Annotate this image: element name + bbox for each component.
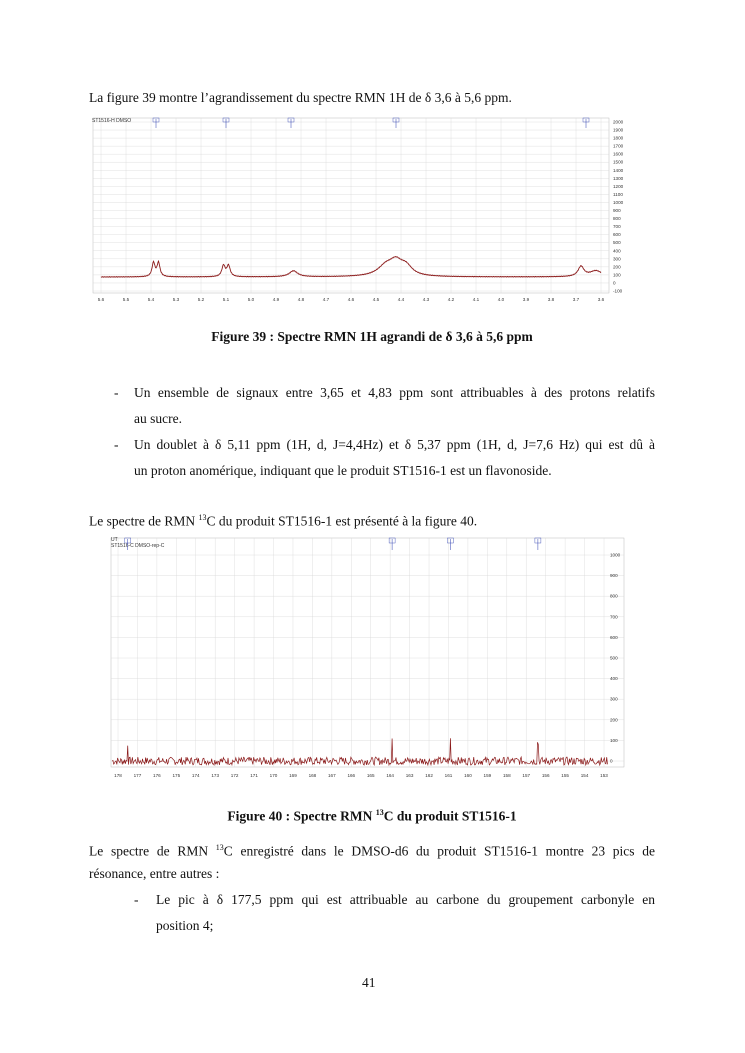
x-tick-label: 5.4 [147,297,155,302]
x-tick-label: 173 [211,773,220,778]
x-tick-label: 161 [444,773,453,778]
x-tick-label: 4.8 [297,297,305,302]
x-tick-label: 164 [386,773,394,778]
y-tick-label: 1900 [613,127,624,133]
x-tick-label: 5.1 [222,297,230,302]
y-tick-label: 0 [610,758,613,764]
y-tick-label: 600 [610,634,618,640]
x-tick-label: 3.6 [597,297,605,302]
y-tick-label: 1000 [610,552,621,558]
x-tick-label: 5.0 [247,297,255,302]
figure-39-svg [89,115,629,305]
c13-intro-text: Le spectre de RMN [89,513,199,529]
y-tick-label: 1200 [613,183,624,189]
figure-39-spectrum [89,115,629,305]
x-tick-label: 171 [250,773,258,778]
x-tick-label: 154 [580,773,589,778]
x-tick-label: 5.5 [122,297,130,302]
x-tick-label: 157 [522,773,531,778]
para2-text: C enregistré dans le DMSO-d6 du produit ST1516-1 montre 23 pics de [223,843,655,859]
bullet-3-line-2: position 4; [156,918,214,933]
figure-40-svg [109,535,629,780]
plot-frame [111,538,624,767]
x-tick-label: 4.0 [497,297,505,302]
x-tick-label: 160 [464,773,472,778]
superscript: 13 [198,513,207,522]
x-tick-label: 155 [561,773,569,778]
y-tick-label: 600 [613,232,621,238]
paragraph-2-line-2: résonance, entre autres : [89,866,220,881]
x-tick-label: 168 [308,773,317,778]
y-tick-label: 1100 [613,191,623,197]
x-tick-label: 162 [425,773,433,778]
y-tick-label: 1600 [613,151,624,157]
page-number: 41 [362,975,376,990]
bullet-3-line-1: Le pic à δ 177,5 ppm qui est attribuable au carbone du groupement carbonyle en [156,892,655,907]
y-tick-label: 1800 [613,135,624,141]
y-tick-label: 300 [610,696,618,702]
x-tick-label: 4.3 [422,297,430,302]
x-tick-label: 4.4 [397,297,405,302]
figure-40-spectrum [109,535,629,780]
x-tick-label: 156 [541,773,550,778]
figure-40-caption-text: C du produit ST1516-1 [383,808,517,824]
x-tick-label: 4.7 [322,297,330,302]
x-tick-label: 165 [366,773,375,778]
y-tick-label: 100 [613,272,621,278]
x-tick-label: 5.6 [97,297,105,302]
bullet-dash: - [114,437,119,452]
figure-40-label-1: UT [111,537,118,543]
y-tick-label: 300 [613,256,621,262]
bullet-1-line-2: au sucre. [134,411,182,426]
y-tick-label: 1300 [613,175,624,181]
y-tick-label: 400 [610,676,618,682]
y-tick-label: 500 [610,655,618,661]
x-tick-label: 4.2 [447,297,455,302]
y-tick-label: 400 [613,248,621,254]
x-tick-label: 169 [289,773,297,778]
y-tick-label: 1500 [613,159,624,165]
figure-40-caption-text: Figure 40 : Spectre RMN [227,808,376,824]
figure-40-caption [89,808,655,825]
y-tick-label: 1000 [613,199,624,205]
y-tick-label: 100 [610,737,618,743]
x-tick-label: 158 [502,773,511,778]
x-tick-label: 4.5 [372,297,380,302]
x-tick-label: 175 [172,773,181,778]
y-tick-label: 500 [613,240,621,246]
x-tick-label: 4.6 [347,297,355,302]
bullet-2-line-1: Un doublet à δ 5,11 ppm (1H, d, J=4,4Hz) et δ 5,37 ppm (1H, d, J=7,6 Hz) qui est dû à [134,437,655,452]
bullet-2-line-2: un proton anomérique, indiquant que le produit ST1516-1 est un flavonoside. [134,463,552,478]
y-tick-label: 800 [613,216,621,222]
x-tick-label: 3.8 [547,297,555,302]
x-tick-label: 153 [600,773,608,778]
figure-40-trace [112,738,607,765]
x-tick-label: 4.1 [472,297,480,302]
x-tick-label: 176 [153,773,161,778]
y-tick-label: 900 [613,208,621,214]
figure-39-sample-label: ST1516-H DMSO [92,118,132,124]
x-tick-label: 167 [328,773,336,778]
x-tick-label: 178 [114,773,122,778]
x-tick-label: 163 [405,773,414,778]
figure-39-caption: Figure 39 : Spectre RMN 1H agrandi de δ 3,6 à 5,6 ppm [211,329,533,344]
bullet-1-line-1: Un ensemble de signaux entre 3,65 et 4,83 ppm sont attribuables à des protons relatifs [134,385,655,400]
y-tick-label: 1400 [613,167,624,173]
x-tick-label: 4.9 [272,297,280,302]
x-tick-label: 159 [483,773,492,778]
y-tick-label: 0 [613,280,616,286]
x-tick-label: 177 [133,773,142,778]
bullet-dash: - [134,892,139,907]
x-tick-label: 3.9 [522,297,530,302]
x-tick-label: 166 [347,773,356,778]
c13-intro-paragraph [89,508,477,532]
x-tick-label: 5.3 [172,297,180,302]
figure-40-label-2: ST1516-C DMSO-rep-C [111,543,165,549]
intro-paragraph: La figure 39 montre l’agrandissement du spectre RMN 1H de δ 3,6 à 5,6 ppm. [89,90,512,105]
x-tick-label: 172 [230,773,239,778]
x-tick-label: 5.2 [197,297,205,302]
y-tick-label: 800 [610,593,618,599]
y-tick-label: 700 [610,614,618,620]
superscript: 13 [375,808,384,817]
bullet-dash: - [114,385,119,400]
paragraph-2-line-1 [89,838,655,862]
para2-text: Le spectre de RMN [89,843,216,859]
x-tick-label: 170 [269,773,278,778]
c13-intro-text: C du produit ST1516-1 est présenté à la figure 40. [206,513,478,529]
y-tick-label: 2000 [613,119,624,125]
y-tick-label: 200 [610,717,618,723]
y-tick-label: 700 [613,224,621,230]
x-tick-label: 3.7 [572,297,580,302]
y-tick-label: -100 [613,288,623,294]
y-tick-label: 1700 [613,143,624,149]
superscript: 13 [215,843,224,852]
y-tick-label: 900 [610,573,618,579]
x-tick-label: 174 [191,773,200,778]
y-tick-label: 200 [613,264,621,270]
